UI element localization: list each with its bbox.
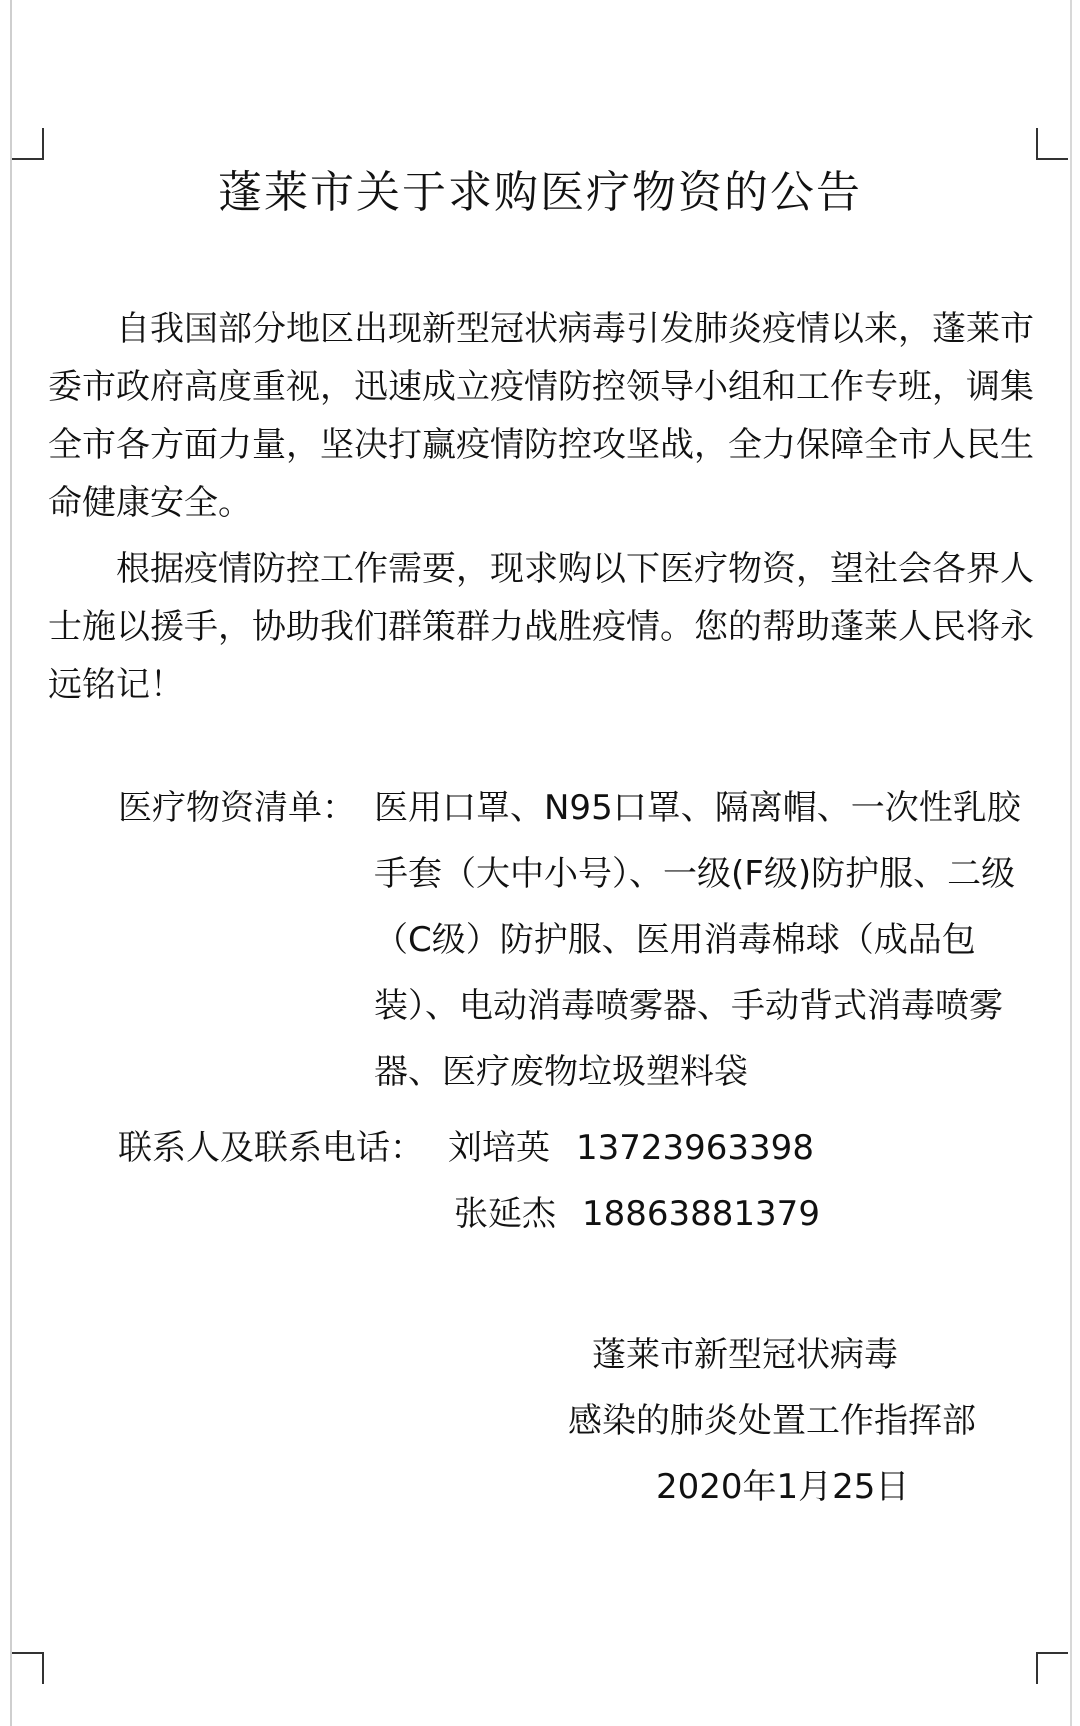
supplies-list (118, 775, 1038, 1115)
contact-row (454, 1181, 820, 1247)
crop-mark-bottom-right (1036, 1652, 1068, 1684)
page-edge-right (1070, 0, 1072, 1726)
contact-phone: 13723963398 (576, 1128, 814, 1168)
contact-row (448, 1115, 814, 1181)
contact-section (118, 1115, 1018, 1265)
crop-mark-top-right (1036, 128, 1068, 160)
paragraph-request: 根据疫情防控工作需要，现求购以下医疗物资，望社会各界人士施以援手，协助我们群策群力战胜疫情。您的帮助蓬莱人民将永远铭记！ (48, 549, 1034, 705)
document-body (48, 300, 1038, 714)
signature-org-line1: 蓬莱市新型冠状病毒 (592, 1335, 898, 1375)
supplies-items: 医用口罩、N95口罩、隔离帽、一次性乳胶手套（大中小号）、一级(F级)防护服、二级（C级）防护服、医用消毒棉球（成品包装）、电动消毒喷雾器、手动背式消毒喷雾器、医疗废物垃圾塑料袋 (374, 788, 1021, 1092)
crop-mark-top-left (12, 128, 44, 160)
contact-name: 刘培英 (448, 1128, 550, 1168)
signature-block (520, 1322, 1050, 1520)
crop-mark-bottom-left (12, 1652, 44, 1684)
document-title: 蓬莱市关于求购医疗物资的公告 (218, 167, 862, 218)
contact-label: 联系人及联系电话： (118, 1128, 424, 1168)
signature-org-line2: 感染的肺炎处置工作指挥部 (568, 1401, 976, 1441)
signature-date: 2020年1月25日 (656, 1467, 910, 1507)
contact-phone: 18863881379 (582, 1194, 820, 1234)
contact-name: 张延杰 (454, 1194, 556, 1234)
page-edge-left (10, 0, 12, 1726)
supplies-label: 医疗物资清单： (118, 788, 356, 828)
paragraph-intro: 自我国部分地区出现新型冠状病毒引发肺炎疫情以来，蓬莱市委市政府高度重视，迅速成立疫情防控领导小组和工作专班，调集全市各方面力量，坚决打赢疫情防控攻坚战，全力保障全市人民生命健康安全。 (48, 309, 1034, 523)
